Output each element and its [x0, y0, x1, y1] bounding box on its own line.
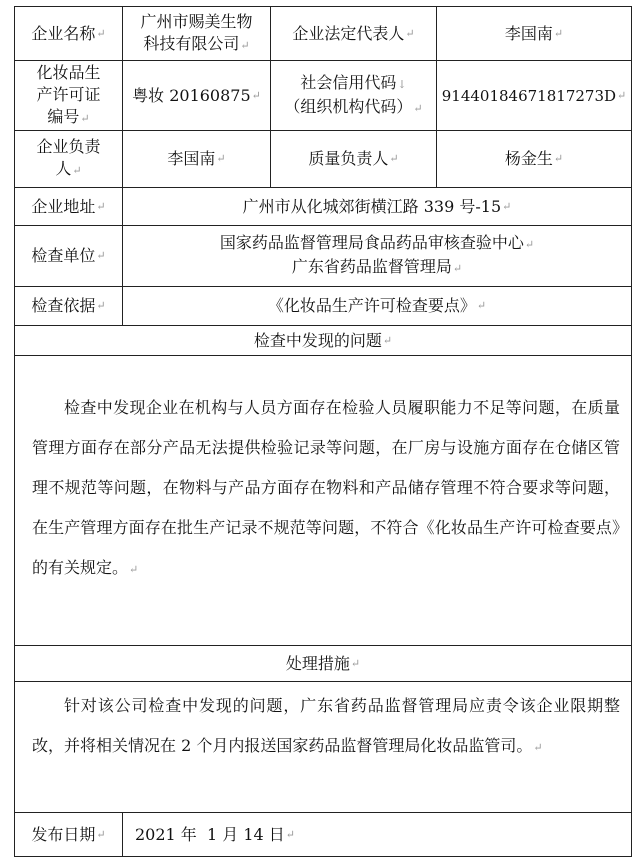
license-number-label: 化妆品生 产许可证 编号↵ [36, 62, 101, 126]
publish-date-value: 2021 年 1 月 14 日 ↵ [135, 824, 295, 844]
address-label: 企业地址 ↵ [31, 196, 106, 216]
inspection-unit-value: 国家药品监督管理局食品药品审核查验中心↵ 广东省药品监督管理局↵ [219, 233, 535, 276]
company-name-label: 企业名称 ↵ [31, 23, 106, 43]
license-number-value: 粤妆 20160875 ↵ [132, 85, 261, 105]
inspection-result-table [14, 6, 632, 857]
measures-header: 处理措施 ↵ [285, 653, 361, 673]
problems-header: 检查中发现的问题 ↵ [253, 330, 393, 350]
company-head-value: 李国南 ↵ [167, 149, 226, 168]
legal-representative-label: 企业法定代表人 ↵ [292, 23, 415, 43]
inspection-basis-value: 《化妆品生产许可检查要点》 ↵ [267, 296, 487, 315]
company-name-value: 广州市赐美生物 科技有限公司↵ [140, 11, 253, 53]
company-head-label: 企业负责 人↵ [36, 137, 101, 178]
publish-date-label: 发布日期 ↵ [31, 824, 106, 844]
credit-code-label: 社会信用代码↓ （组织机构代码）↵ [284, 72, 423, 116]
legal-representative-value: 李国南 ↵ [504, 23, 564, 43]
quality-manager-label: 质量负责人 ↵ [308, 149, 399, 168]
problems-text: 检查中发现企业在机构与人员方面存在检验人员履职能力不足等问题，在质量管理方面存在部分产品无法提供检验记录等问题，在厂房与设施方面存在仓储区管理不规范等问题，在物料与产品方面存在物料和产品储存管理不符合要求等问题，在生产管理方面存在批生产记录不规范等问题，不符合《化妆品生产许可检查要点》的有关规定。↵ [32, 398, 620, 577]
address-value: 广州市从化城郊街横江路 339 号-15 ↵ [242, 196, 512, 216]
inspection-unit-label: 检查单位 ↵ [31, 246, 106, 265]
quality-manager-value: 杨金生 ↵ [504, 149, 564, 168]
inspection-basis-label: 检查依据 ↵ [31, 296, 106, 315]
measures-text: 针对该公司检查中发现的问题，广东省药品监督管理局应责令该企业限期整改，并将相关情况在 2 个月内报送国家药品监督管理局化妆品监管司。↵ [32, 696, 620, 755]
credit-code-value: 91440184671817273D ↵ [441, 86, 627, 105]
